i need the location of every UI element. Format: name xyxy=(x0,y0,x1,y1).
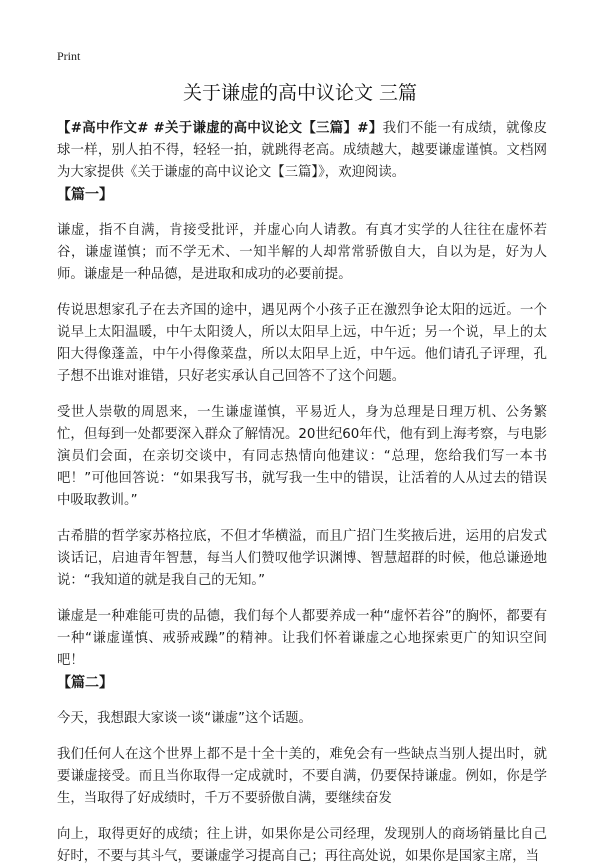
paragraph: 我们任何人在这个世界上都不是十全十美的，难免会有一些缺点当别人提出时，就要谦虚接受。而且当你取得一定成就时，不要自满，仍要保持谦虚。例如，你是学生，当取得了好成绩时，千万不要骄傲自满，要继续奋发 xyxy=(57,747,547,806)
intro-paragraph xyxy=(57,118,547,184)
paragraph: 谦虚，指不自满，肯接受批评，并虚心向人请教。有真才实学的人往往在虚怀若谷，谦虚谨慎；而不学无术、一知半解的人却常常骄傲自大，自以为是，好为人师。谦虚是一种品德，是进取和成功的必要前提。 xyxy=(57,223,547,282)
document-body xyxy=(57,118,547,868)
paragraph: 今天，我想跟大家谈一谈“谦虚”这个话题。 xyxy=(57,711,312,726)
print-label: Print xyxy=(57,49,81,63)
paragraph: 受世人崇敬的周恩来，一生谦虚谨慎，平易近人，身为总理是日理万机、公务繁忙，但每到一处都要深入群众了解情况。20世纪60年代，他有到上海考察，与电影演员们会面，在亲切交谈中，有同志热情向他建议：“总理，您给我们写一本书吧！”可他回答说：“如果我写书，就写我一生中的错误，让活着的人从过去的错误中吸取教训。” xyxy=(57,405,547,508)
section-heading-2: 【篇二】 xyxy=(57,675,113,691)
section-heading-1: 【篇一】 xyxy=(57,187,113,203)
intro-bold-prefix: 【#高中作文# #关于谦虚的高中议论文【三篇】#】 xyxy=(57,121,383,136)
page-title: 关于谦虚的高中议论文 三篇 xyxy=(182,82,418,104)
paragraph: 古希腊的哲学家苏格拉底，不但才华横溢，而且广招门生奖掖后进，运用的启发式谈话记，启迪青年智慧，每当人们赞叹他学识渊博、智慧超群的时候，他总谦逊地说：“我知道的就是我自己的无知。” xyxy=(57,529,547,588)
paragraph: 向上，取得更好的成绩；往上讲，如果你是公司经理，发现别人的商场销量比自己好时，不要与其斗气，要谦虚学习提高自己；再往高处说，如果你是国家主席，当 xyxy=(57,827,547,864)
paragraph: 传说思想家孔子在去齐国的途中，遇见两个小孩子正在激烈争论太阳的远近。一个说早上太阳温暖，中午太阳烫人，所以太阳早上远，中午近；另一个说，早上的太阳大得像蓬盖，中午小得像菜盘，所以太阳早上近，中午远。他们请孔子评理，孔子想不出谁对谁错，只好老实承认自己回答不了这个问题。 xyxy=(57,303,547,384)
paragraph: 谦虚是一种难能可贵的品德，我们每个人都要养成一种“虚怀若谷”的胸怀，都要有一种“谦虚谨慎、戒骄戒躁”的精神。让我们怀着谦虚之心地探索更广的知识空间吧！ xyxy=(57,609,547,668)
intro-text: 我们不能一有成绩，就像皮球一样，别人拍不得，轻轻一拍，就跳得老高。成绩越大，越要谦虚谨慎。文档网为大家提供《关于谦虚的高中议论文【三篇】》，欢迎阅读。 xyxy=(57,121,548,180)
